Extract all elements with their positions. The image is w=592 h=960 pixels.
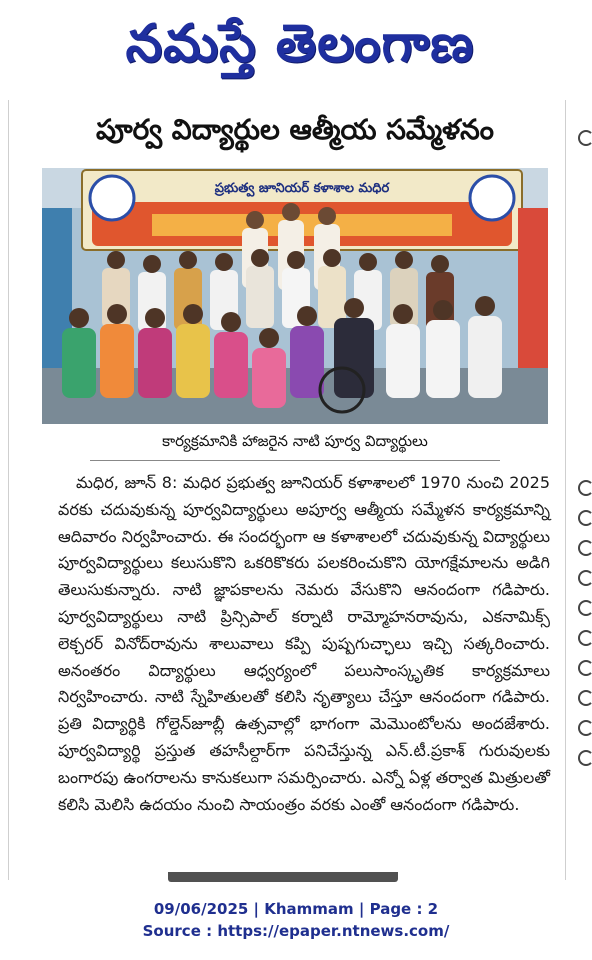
page-footer [0, 892, 592, 952]
caption-underline [90, 460, 500, 461]
article-headline: పూర్వ విద్యార్థుల ఆత్మీయ సమ్మేళనం [95, 113, 495, 146]
article-photo [42, 168, 548, 424]
article-body [58, 470, 550, 865]
adjacent-column-fragment [578, 120, 592, 880]
banner-text: ప్రభుత్వ జూనియర్ కళాశాల మధిర [214, 181, 390, 196]
edition-info: 09/06/2025 | Khammam | Page : 2 [153, 900, 439, 918]
column-divider-left [8, 100, 9, 880]
photo-caption: కార్యక్రమానికి హాజరైన నాటి పూర్వ విద్యార్థులు [162, 432, 428, 450]
masthead [0, 0, 592, 90]
newspaper-title: నమస్తే తెలంగాణ [125, 13, 475, 74]
next-headline-fragment [168, 872, 398, 882]
source-link[interactable]: Source : https://epaper.ntnews.com/ [142, 922, 450, 940]
column-divider-right [565, 100, 566, 880]
article-paragraph: మధిర, జూన్ 8: మధిర ప్రభుత్వ జూనియర్ కళాశాలలో 1970 నుంచి 2025 వరకు చదువుకున్న పూర్వవిద్యార్థులు అపూర్వ ఆత్మీయ సమ్మేళన కార్యక్రమాన్ని ఆదివారం నిర్వహించారు. ఈ సందర్భంగా ఆ కళాశాలలో చదువుకున్న విద్యార్థులు పూర్వవిద్యార్థులు కలుసుకొని ఒకరికొకరు పలకరించుకొని యోగక్షేమాలను అడిగి తెలుసుకున్నారు. నాటి జ్ఞాపకాలను నెమరు వేసుకొని ఆనందంగా గడిపారు. పూర్వవిద్యార్థులు నాటి ప్రిన్సిపాల్ కర్నాటి రామ్మోహనరావును, ఎకనామిక్స్ లెక్చరర్ వినోద్‌రావును శాలువాలు కప్పి పుష్పగుచ్ఛాలు ఇచ్చి సత్కరించారు. అనంతరం విద్యార్థులు ఆధ్వర్యంలో పలుసాంస్కృతిక కార్యక్రమాలు నిర్వహించారు. నాటి స్నేహితులతో కలిసి నృత్యాలు చేస్తూ ఆనందంగా గడిపారు. ప్రతి విద్యార్థికి గోల్డెన్‌జూబ్లీ ఉత్సవాల్లో భాగంగా మెమొంటోలను అందజేశారు. పూర్వవిద్యార్థి ప్రస్తుత తహసీల్దార్‌గా పనిచేస్తున్న ఎన్.టీ.ప్రకాశ్ గురువులకు బంగారపు ఉంగరాలను కానుకలుగా సమర్పించారు. ఎన్నో ఏళ్ల తర్వాత మిత్రులతో కలిసి మెలిసి ఉదయం నుంచి సాయంత్రం వరకు ఎంతో ఆనందంగా గడిపారు. [58, 473, 550, 814]
